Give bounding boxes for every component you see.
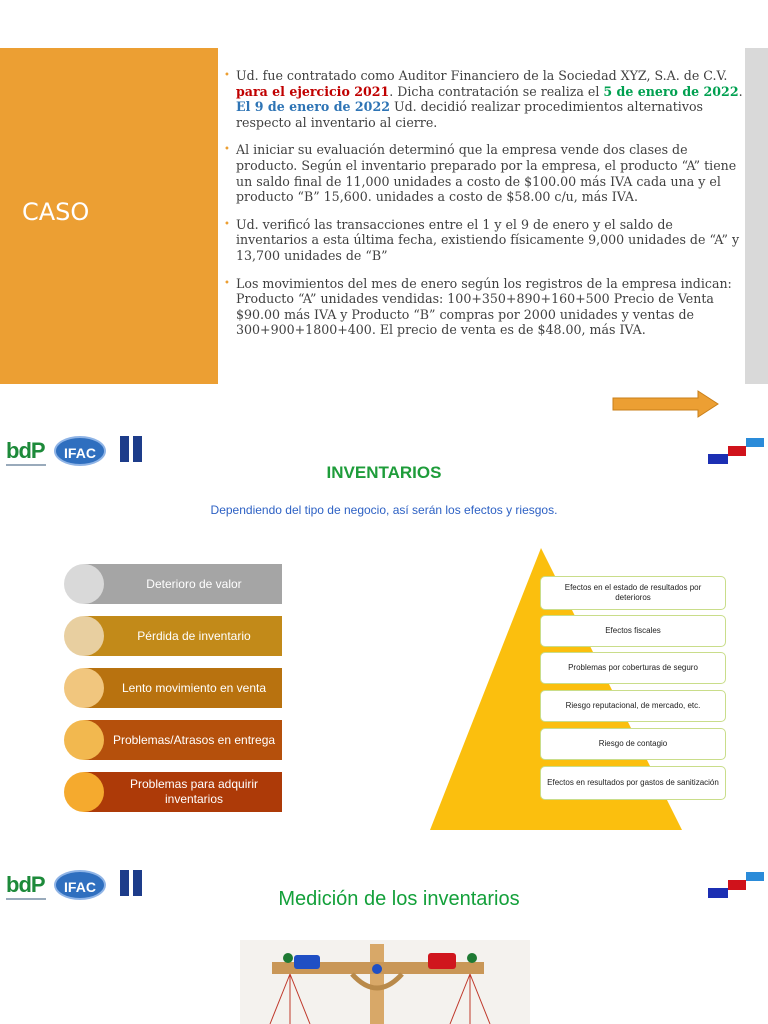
flag-stripes-icon: [708, 436, 768, 466]
bdp-logo: bdP: [6, 872, 45, 897]
bullet-icon: •: [224, 144, 230, 156]
effect-item: Efectos en el estado de resultados por deterioros: [540, 576, 726, 610]
case-bullet-list: [224, 68, 746, 350]
ifac-logo: IFAC: [54, 436, 106, 466]
balance-scale-image: [240, 940, 530, 1024]
bullet-text: Ud. verificó las transacciones entre el 1 y el 9 de enero y el saldo de inventarios a esta última fecha, existiendo físicamente 9,000 unidades de “A” y 13,700 unidades de “B”: [236, 216, 740, 263]
case-bullet: [224, 68, 746, 130]
measurement-title: Medición de los inventarios: [278, 888, 520, 910]
bullet-text: Los movimientos del mes de enero según los registros de la empresa indican: Producto “A” unidades vendidas: 100+350+890+160+500 Precio de Venta $90.00 más IVA y Producto “B” compras por 2000 unidades y ventas de 300+900+1800+400. El precio de venta es de $48.00, más IVA.: [236, 275, 732, 338]
bars-logo: [120, 436, 148, 464]
effect-item: Problemas por coberturas de seguro: [540, 652, 726, 684]
risk-item: [64, 668, 282, 708]
risk-circle-icon: [64, 720, 104, 760]
bullet-icon: •: [224, 218, 230, 230]
bullet-icon: •: [224, 70, 230, 81]
case-bullet: [224, 217, 746, 264]
risk-label: Problemas/Atrasos en entrega: [84, 720, 282, 760]
bdp-logo: bdP: [6, 438, 45, 463]
inventory-subtitle: Dependiendo del tipo de negocio, así serán los efectos y riesgos.: [210, 503, 558, 517]
case-title: CASO: [22, 198, 90, 226]
ifac-logo: IFAC: [54, 870, 106, 900]
risk-circle-icon: [64, 772, 104, 812]
bullet-text: . Dicha contratación se realiza el: [389, 83, 604, 99]
risk-label: Lento movimiento en venta: [84, 668, 282, 708]
bullet-icon: •: [224, 277, 230, 289]
risk-circle-icon: [64, 616, 104, 656]
bullet-text: Ud. fue contratado como Auditor Financiero de la Sociedad XYZ, S.A. de C.V.: [236, 68, 728, 83]
risk-item: [64, 616, 282, 656]
effect-item: Efectos fiscales: [540, 615, 726, 647]
risk-label: Pérdida de inventario: [84, 616, 282, 656]
case-bullet: [224, 142, 746, 204]
effect-item: Efectos en resultados por gastos de sanitización: [540, 766, 726, 800]
highlight-procedure-date: El 9 de enero de 2022: [236, 99, 390, 115]
bullet-text: Al iniciar su evaluación determinó que la empresa vende dos clases de producto. Según el inventario preparado por la empresa, el producto “A” tiene un saldo final de 11,000 unidades a costo de $100.00 más IVA cada una y el producto “B” 15,600. unidades a costo de $58.00 c/u, más IVA.: [236, 142, 737, 205]
bullet-text: Ud. decidió realizar procedimientos alternativos respecto al inventario al cierre.: [236, 99, 703, 130]
highlight-exercise-year: para el ejercicio 2021: [236, 83, 390, 99]
risk-label: Problemas para adquirir inventarios: [84, 772, 282, 812]
risk-item: [64, 564, 282, 604]
case-bullet: [224, 276, 746, 338]
risk-circle-icon: [64, 564, 104, 604]
risk-circle-icon: [64, 668, 104, 708]
highlight-hire-date: 5 de enero de 2022: [603, 83, 739, 99]
bullet-text: .: [738, 83, 743, 99]
scroll-gutter: [745, 48, 768, 384]
risk-label: Deterioro de valor: [84, 564, 282, 604]
effect-item: Riesgo reputacional, de mercado, etc.: [540, 690, 726, 722]
next-arrow-icon[interactable]: [612, 390, 720, 418]
effect-item: Riesgo de contagio: [540, 728, 726, 760]
inventory-title: INVENTARIOS: [326, 463, 442, 482]
risk-item: [64, 772, 282, 812]
risk-item: [64, 720, 282, 760]
case-slide: [0, 0, 768, 420]
